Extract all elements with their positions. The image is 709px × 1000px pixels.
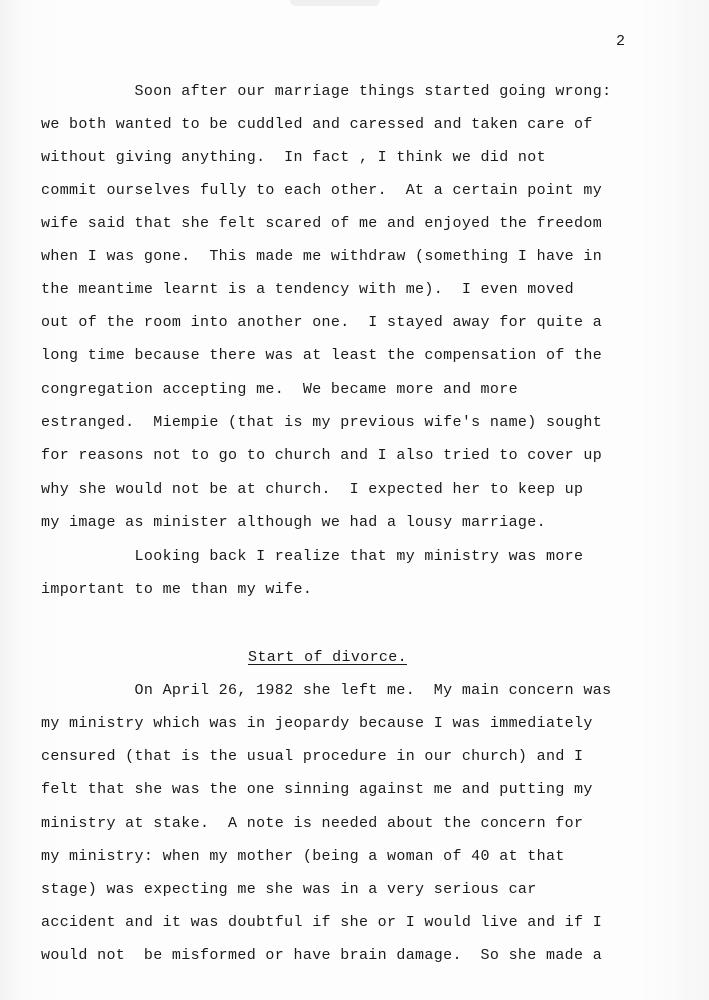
text-line: without giving anything. In fact , I think we did not <box>41 149 546 166</box>
text-line: out of the room into another one. I stayed away for quite a <box>41 314 603 331</box>
text-line: we both wanted to be cuddled and caressed and taken care of <box>41 116 593 133</box>
text-line: Soon after our marriage things started going wrong: <box>41 83 612 100</box>
text-line: ministry at stake. A note is needed about the concern for <box>41 815 584 832</box>
text-line: long time because there was at least the compensation of the <box>41 347 603 364</box>
scan-smudge <box>290 0 380 6</box>
section-heading: Start of divorce. <box>248 649 407 666</box>
text-line: my image as minister although we had a lousy marriage. <box>41 514 546 531</box>
text-line: Looking back I realize that my ministry was more <box>41 548 584 565</box>
text-line: On April 26, 1982 she left me. My main concern was <box>41 682 612 699</box>
text-line: my ministry: when my mother (being a woman of 40 at that <box>41 848 565 865</box>
text-line: the meantime learnt is a tendency with me). I even moved <box>41 281 575 298</box>
text-line: for reasons not to go to church and I also tried to cover up <box>41 447 603 464</box>
text-line: important to me than my wife. <box>41 581 313 598</box>
text-line: my ministry which was in jeopardy because I was immediately <box>41 715 593 732</box>
text-line: accident and it was doubtful if she or I would live and if I <box>41 914 603 931</box>
text-line: stage) was expecting me she was in a very serious car <box>41 881 537 898</box>
text-line: censured (that is the usual procedure in our church) and I <box>41 748 584 765</box>
text-line: would not be misformed or have brain damage. So she made a <box>41 947 603 964</box>
text-line: when I was gone. This made me withdraw (something I have in <box>41 248 603 265</box>
text-line: wife said that she felt scared of me and enjoyed the freedom <box>41 215 603 232</box>
text-line: why she would not be at church. I expected her to keep up <box>41 481 584 498</box>
text-line: estranged. Miempie (that is my previous wife's name) sought <box>41 414 603 431</box>
text-line: felt that she was the one sinning against me and putting my <box>41 781 593 798</box>
page-number: 2 <box>616 33 626 50</box>
text-line: commit ourselves fully to each other. At a certain point my <box>41 182 603 199</box>
text-line: congregation accepting me. We became more and more <box>41 381 518 398</box>
